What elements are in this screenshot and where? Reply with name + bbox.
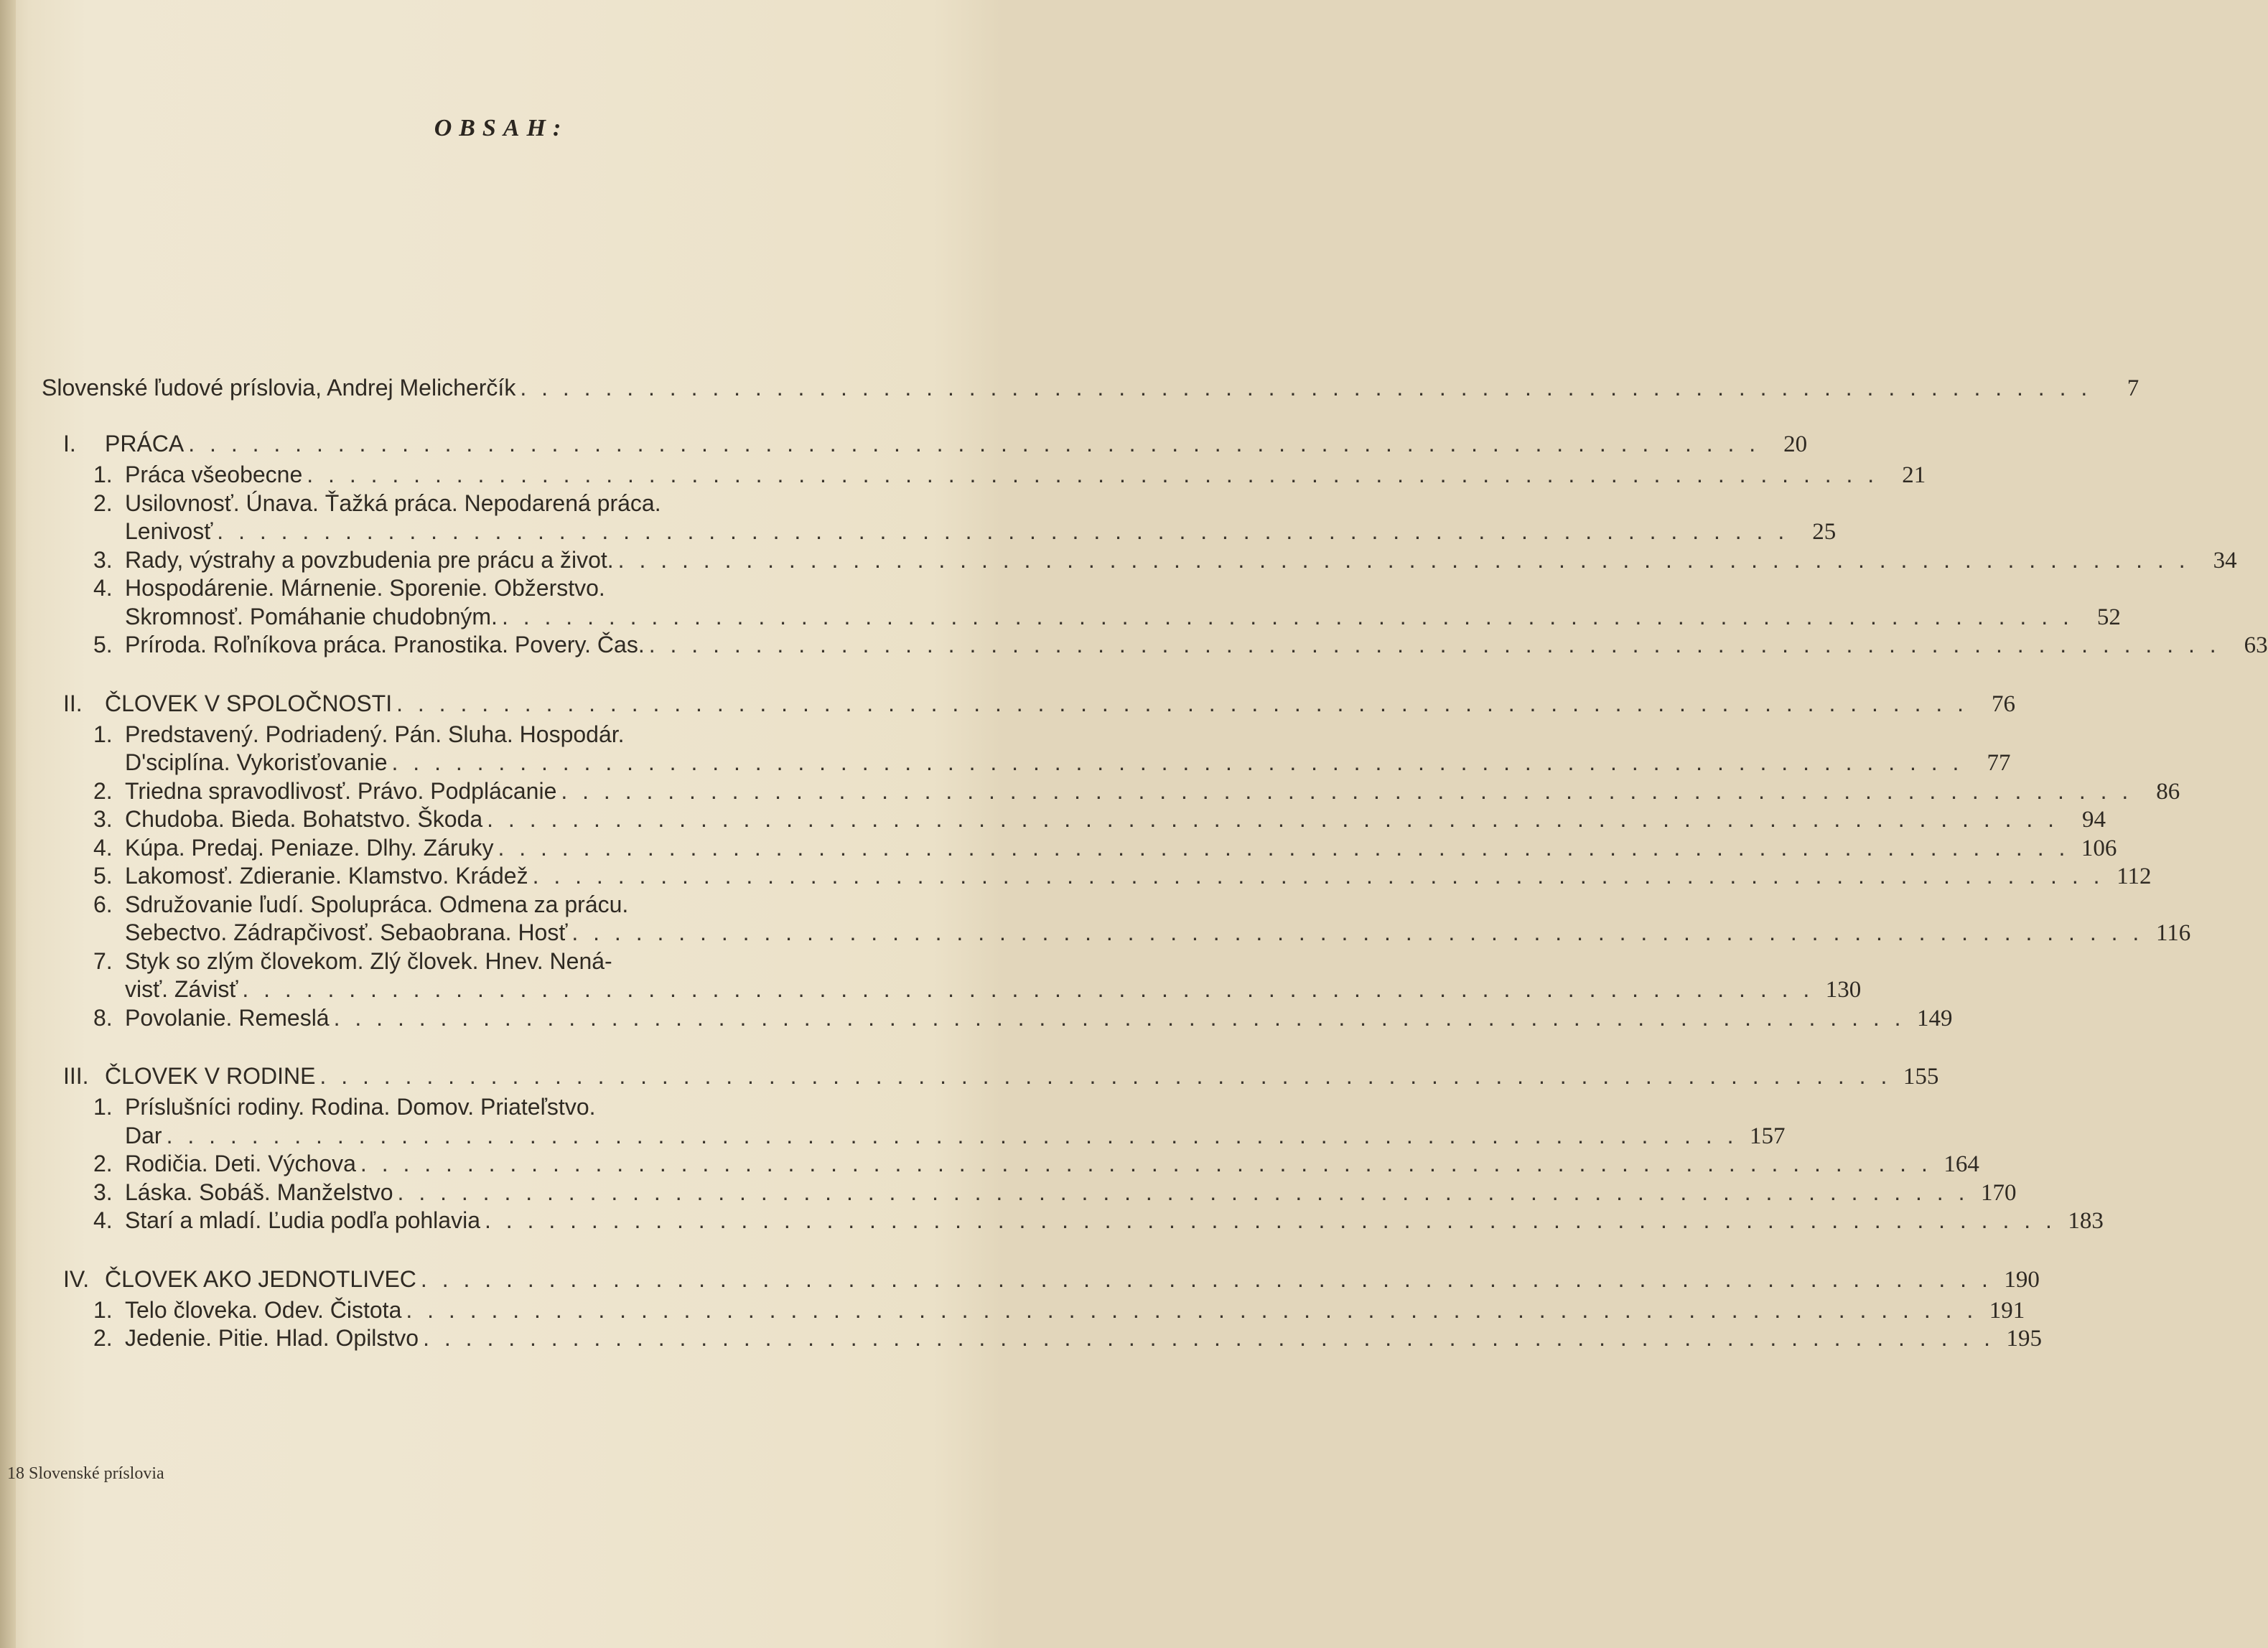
toc-entry-row — [93, 1149, 1979, 1179]
entry-text: Dar — [125, 1122, 162, 1148]
page-number: 20 — [1783, 431, 1808, 457]
dot-leader — [520, 373, 2091, 402]
entry-number: 3. — [93, 1179, 113, 1205]
page-number: 183 — [2068, 1208, 2104, 1234]
entry-text: Starí a mladí. Ľudia podľa pohlavia — [125, 1207, 480, 1233]
dot-leader — [167, 1121, 1738, 1150]
entry-text: Rady, výstrahy a povzbudenia pre prácu a život. — [125, 546, 614, 573]
page-number: 106 — [2081, 835, 2117, 861]
page-number: 190 — [2004, 1266, 2040, 1293]
entry-text: Lenivosť — [125, 518, 213, 544]
toc-entry-row — [93, 947, 836, 975]
entry-number: 1. — [93, 1296, 113, 1323]
entry-text: Práca všeobecne — [125, 462, 303, 487]
page-number: 112 — [2117, 863, 2152, 889]
dot-leader — [498, 833, 2069, 862]
toc-entry-row — [93, 777, 2180, 806]
page-number: 157 — [1749, 1123, 1786, 1149]
dot-leader — [561, 777, 2132, 805]
entry-number: 3. — [93, 806, 113, 832]
entry-text: Láska. Sobáš. Manželstvo — [125, 1179, 393, 1205]
page-footer: 18 Slovenské príslovia — [7, 1464, 164, 1483]
entry-number: 5. — [93, 863, 113, 889]
page-number: 149 — [1917, 1005, 1953, 1031]
dot-leader — [307, 460, 1878, 489]
entry-text: Predstavený. Podriadený. Pán. Sluha. Hospodár. — [125, 721, 625, 747]
page-number: 116 — [2155, 920, 2191, 946]
dot-leader — [406, 1296, 1977, 1324]
toc-entry-row — [93, 805, 2106, 834]
page-number: 34 — [2213, 547, 2237, 573]
entry-text: Lakomosť. Zdieranie. Klamstvo. Krádež — [125, 863, 528, 889]
entry-number: 2. — [93, 1151, 113, 1176]
toc-section-row — [63, 429, 1808, 459]
page-number: 7 — [2127, 375, 2139, 401]
entry-text: Skromnosť. Pomáhanie chudobným. — [125, 603, 498, 629]
toc-entry-row — [93, 861, 2152, 891]
section-title: ČLOVEK V RODINE — [105, 1063, 316, 1089]
entry-text: D'sciplína. Vykorisťovanie — [125, 749, 388, 775]
toc-entry-row — [93, 573, 836, 602]
section-title: ČLOVEK V SPOLOČNOSTI — [105, 690, 393, 716]
toc-entry-row — [93, 460, 1926, 490]
entry-number: 4. — [93, 834, 113, 861]
page-number: 76 — [1992, 690, 2016, 717]
dot-leader — [487, 805, 2058, 833]
toc-entry-row — [93, 1206, 2104, 1235]
dot-leader — [533, 861, 2104, 890]
dot-leader — [649, 630, 2221, 659]
entry-text: Sdružovanie ľudí. Spolupráca. Odmena za prácu. — [125, 891, 629, 917]
toc-entry-row — [93, 602, 2121, 632]
entry-text: Kúpa. Predaj. Peniaze. Dlhy. Záruky — [125, 834, 494, 861]
entry-number: 8. — [93, 1004, 113, 1031]
book-spine-shadow — [0, 0, 16, 1648]
toc-entry-row — [93, 1121, 1786, 1151]
page-number: 94 — [2082, 807, 2106, 833]
entry-text: Chudoba. Bieda. Bohatstvo. Škoda — [125, 806, 483, 832]
dot-leader — [571, 918, 2143, 947]
toc-entry-row — [93, 1092, 836, 1121]
intro-title: Slovenské ľudové príslovia, Andrej Melicherčík — [42, 375, 516, 401]
entry-text: Povolanie. Remeslá — [125, 1004, 330, 1031]
entry-text: Sebectvo. Zádrapčivosť. Sebaobrana. Hosť — [125, 919, 568, 945]
page-number: 52 — [2096, 604, 2121, 630]
toc-entry-row — [93, 1178, 2017, 1207]
page-number: 77 — [1987, 750, 2011, 776]
page-number: 164 — [1943, 1151, 1979, 1177]
page-number: 191 — [1989, 1297, 2025, 1324]
toc-entry-row — [93, 720, 836, 749]
entry-number: 2. — [93, 490, 113, 516]
toc-entry-row — [93, 630, 2268, 660]
section-number: II. — [63, 690, 83, 716]
entry-number: 6. — [93, 891, 113, 917]
toc-entry-row — [93, 975, 1862, 1004]
section-number: IV. — [63, 1265, 90, 1292]
toc-section-row — [63, 1062, 1939, 1091]
dot-leader — [334, 1003, 1905, 1032]
page-number: 25 — [1812, 519, 1837, 545]
dot-leader — [396, 689, 1968, 718]
dot-leader — [360, 1149, 1932, 1178]
entry-number: 7. — [93, 947, 113, 974]
entry-number: 1. — [93, 462, 113, 487]
entry-number: 2. — [93, 777, 113, 804]
toc-entry-row — [93, 890, 836, 919]
dot-leader — [242, 975, 1814, 1003]
section-title: ČLOVEK AKO JEDNOTLIVEC — [105, 1265, 416, 1292]
entry-text: Príslušníci rodiny. Rodina. Domov. Priateľstvo. — [125, 1094, 596, 1120]
entry-text: Rodičia. Deti. Výchova — [125, 1151, 356, 1176]
toc-entry-row — [93, 546, 2237, 575]
page-number: 195 — [2006, 1326, 2043, 1352]
entry-number: 3. — [93, 546, 113, 573]
entry-text: visť. Závisť — [125, 976, 238, 1002]
toc-entry-row — [93, 748, 2011, 777]
toc-entry-row — [93, 517, 1837, 546]
toc-section-row — [63, 689, 2016, 718]
dot-leader — [319, 1062, 1891, 1090]
entry-text: Styk so zlým človekom. Zlý človek. Hnev. Nená- — [125, 947, 612, 974]
entry-number: 4. — [93, 575, 113, 601]
toc-entry-row — [93, 489, 836, 518]
entry-text: Príroda. Roľníkova práca. Pranostika. Povery. Čas. — [125, 632, 645, 657]
dot-leader — [421, 1265, 1992, 1293]
toc-entry-row — [93, 1296, 2025, 1325]
entry-number: 4. — [93, 1207, 113, 1233]
toc-entry-row — [93, 1324, 2043, 1353]
entry-text: Jedenie. Pitie. Hlad. Opilstvo — [125, 1325, 419, 1351]
toc-section-row — [63, 1265, 2040, 1294]
dot-leader — [618, 546, 2190, 574]
dot-leader — [485, 1206, 2056, 1235]
dot-leader — [398, 1178, 1969, 1207]
section-title: PRÁCA — [105, 431, 185, 457]
toc-entry-row — [93, 918, 2191, 947]
dot-leader — [423, 1324, 1994, 1352]
section-number: I. — [63, 431, 76, 457]
page-number: 130 — [1825, 977, 1862, 1003]
page-number: 86 — [2156, 778, 2180, 805]
page-number: 21 — [1902, 462, 1926, 488]
page-title: OBSAH: — [434, 115, 569, 141]
entry-number: 1. — [93, 721, 113, 747]
entry-number: 5. — [93, 632, 113, 657]
entry-number: 1. — [93, 1094, 113, 1120]
dot-leader — [217, 517, 1788, 546]
entry-text: Triedna spravodlivosť. Právo. Podplácanie — [125, 777, 557, 804]
entry-text: Hospodárenie. Márnenie. Sporenie. Obžerstvo. — [125, 575, 605, 601]
section-number: III. — [63, 1063, 89, 1089]
entry-number: 2. — [93, 1325, 113, 1351]
dot-leader — [392, 748, 1964, 777]
toc-entry-row — [93, 1003, 1953, 1033]
page-number: 63 — [2244, 632, 2268, 658]
toc-entry-row — [93, 833, 2117, 863]
entry-text: Telo človeka. Odev. Čistota — [125, 1296, 402, 1323]
toc-intro-row — [42, 373, 2139, 403]
dot-leader — [502, 602, 2073, 631]
entry-text: Usilovnosť. Únava. Ťažká práca. Nepodarená práca. — [125, 490, 661, 516]
dot-leader — [188, 429, 1760, 458]
page-number: 155 — [1903, 1064, 1939, 1090]
page-number: 170 — [1980, 1179, 2017, 1206]
